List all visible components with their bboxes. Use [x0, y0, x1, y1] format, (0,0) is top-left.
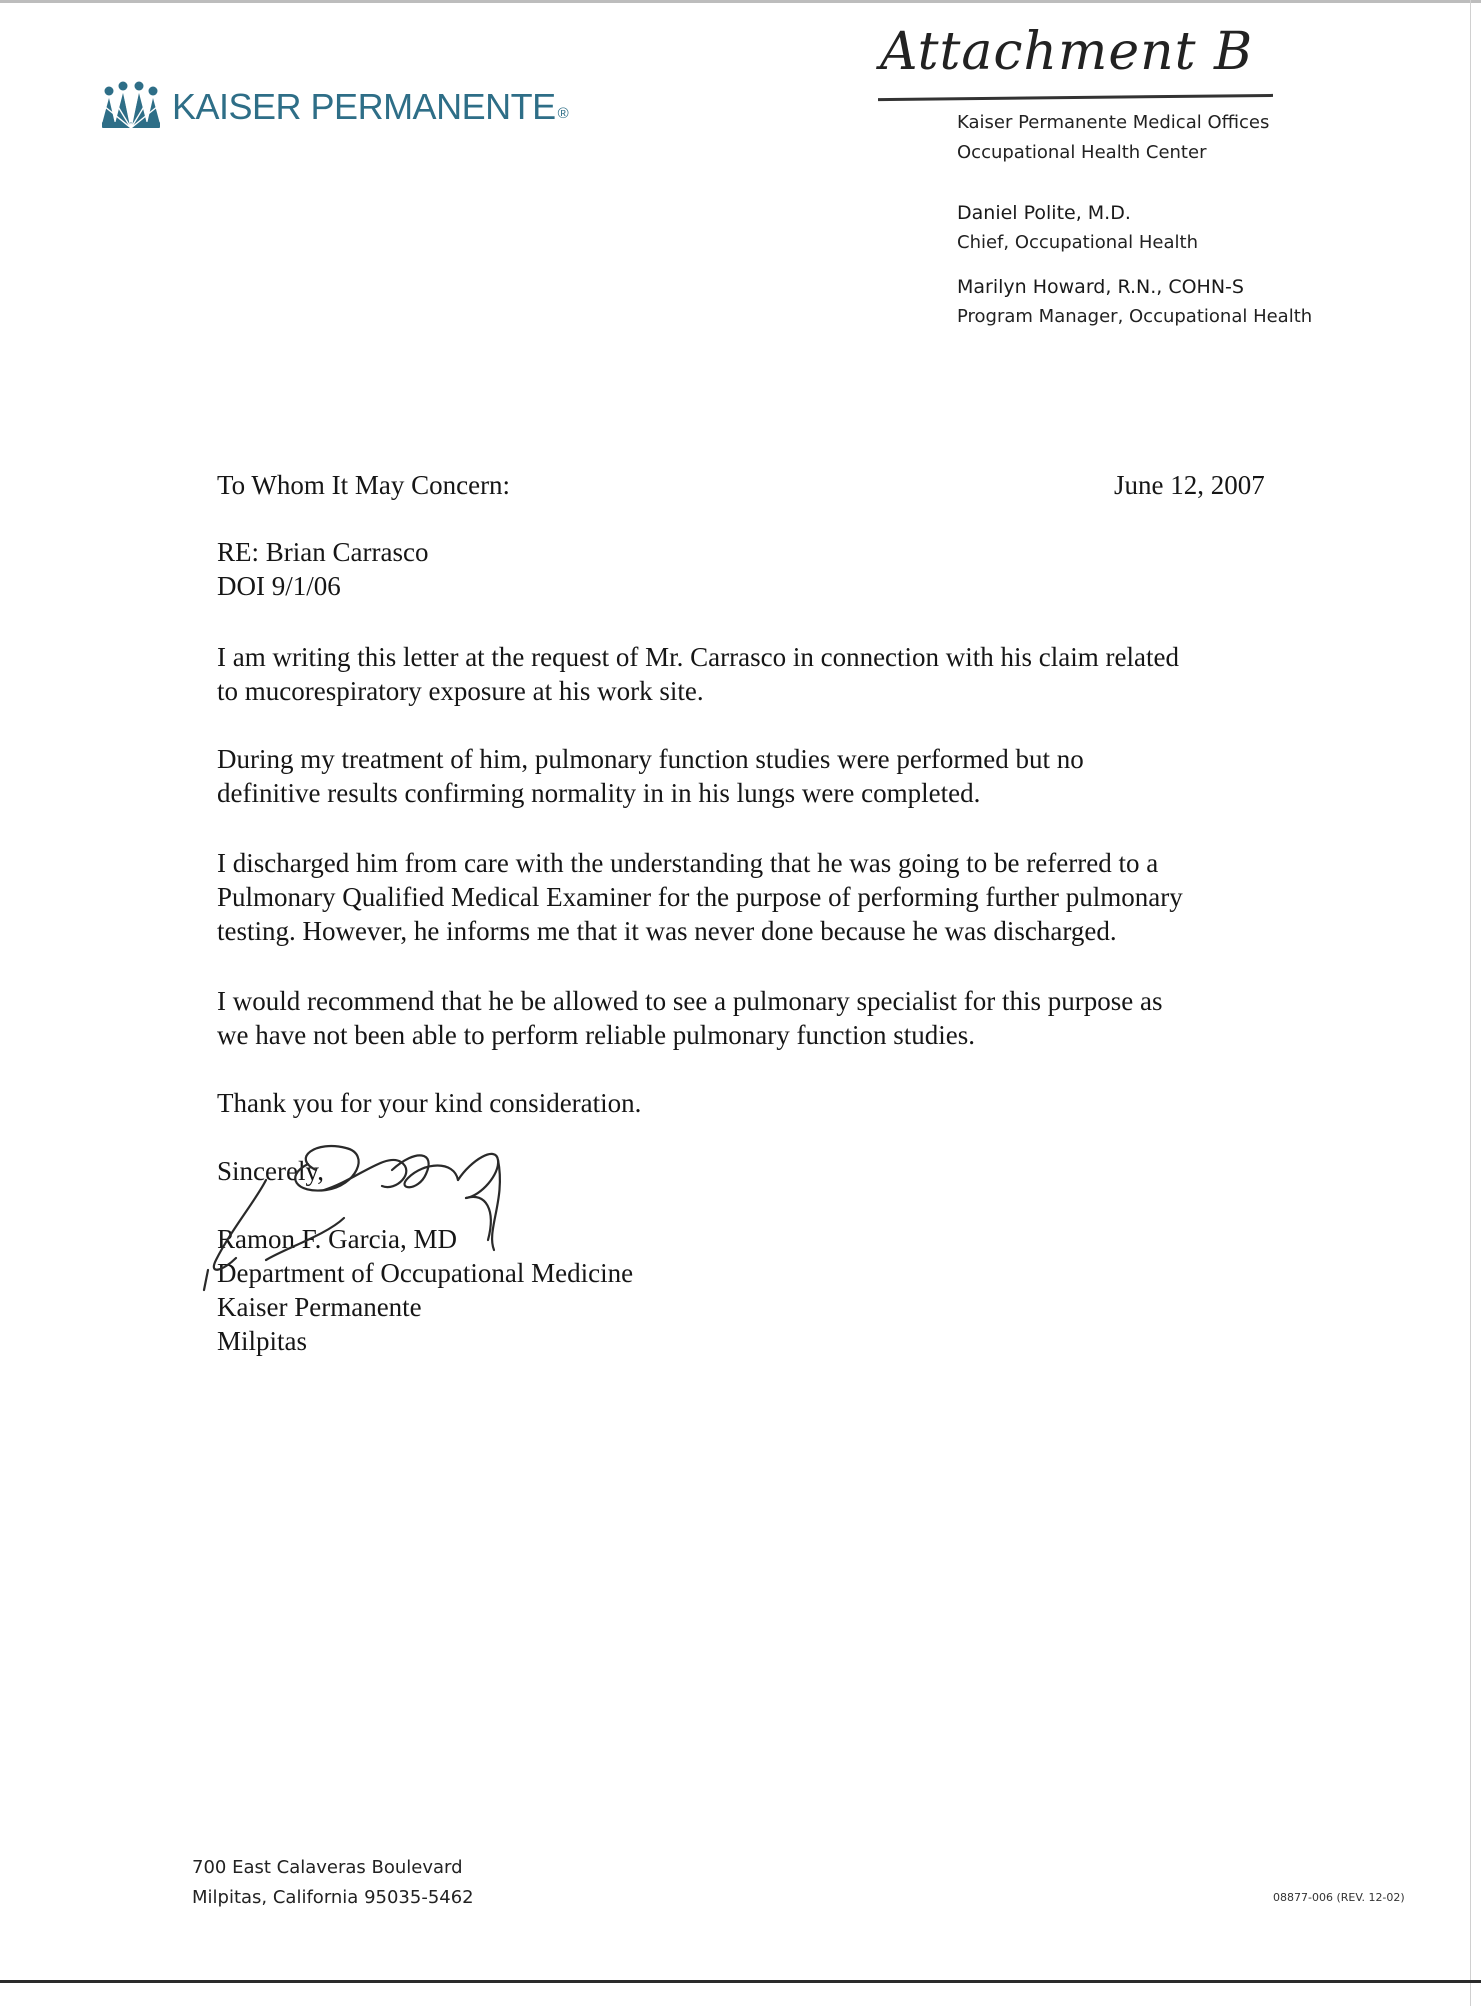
paragraph-3-line-3: testing. However, he informs me that it was never done because he was discharged. — [217, 916, 1117, 946]
paragraph-1-line-2: to mucorespiratory exposure at his work site. — [217, 676, 704, 706]
re-line: RE: Brian Carrasco — [217, 537, 429, 567]
scan-edge-top — [0, 0, 1481, 3]
paragraph-2-line-2: definitive results confirming normality in in his lungs were completed. — [217, 778, 981, 808]
letter-date: June 12, 2007 — [1114, 470, 1265, 500]
footer-address-line-1: 700 East Calaveras Boulevard — [192, 1857, 463, 1878]
form-code: 08877-006 (REV. 12-02) — [1273, 1891, 1405, 1904]
paragraph-4-line-1: I would recommend that he be allowed to see a pulmonary specialist for this purpose as — [217, 986, 1163, 1016]
doi-line: DOI 9/1/06 — [217, 571, 341, 601]
kaiser-people-logo-icon — [100, 80, 162, 132]
closing-thanks: Thank you for your kind consideration. — [217, 1088, 642, 1118]
paragraph-4-line-2: we have not been able to perform reliable pulmonary function studies. — [217, 1020, 976, 1050]
logo-wordmark: KAISER PERMANENTE ® — [172, 86, 569, 127]
registered-mark: ® — [557, 105, 569, 122]
staff-title-2: Program Manager, Occupational Health — [957, 306, 1313, 327]
paragraph-3-line-1: I discharged him from care with the understanding that he was going to be referred to a — [217, 848, 1159, 878]
paragraph-3-line-2: Pulmonary Qualified Medical Examiner for the purpose of performing further pulmonary — [217, 882, 1183, 912]
office-name: Kaiser Permanente Medical Offices — [957, 112, 1270, 133]
office-department: Occupational Health Center — [957, 142, 1207, 163]
signer-department: Department of Occupational Medicine — [217, 1258, 634, 1288]
handwritten-annotation: Attachment B — [880, 22, 1254, 82]
salutation: To Whom It May Concern: — [217, 470, 511, 500]
sign-off: Sincerely, — [217, 1156, 324, 1186]
paragraph-1-line-1: I am writing this letter at the request of Mr. Carrasco in connection with his claim related — [217, 642, 1179, 672]
scan-edge-right — [1470, 0, 1471, 2006]
staff-title-1: Chief, Occupational Health — [957, 232, 1198, 253]
signer-location: Milpitas — [217, 1326, 308, 1356]
handwritten-signature — [196, 1140, 526, 1320]
staff-name-2: Marilyn Howard, R.N., COHN-S — [957, 276, 1244, 298]
footer-address-line-2: Milpitas, California 95035-5462 — [192, 1887, 474, 1908]
signer-name: Ramon F. Garcia, MD — [217, 1224, 458, 1254]
paragraph-2-line-1: During my treatment of him, pulmonary function studies were performed but no — [217, 744, 1084, 774]
handwritten-underline — [878, 94, 1273, 101]
staff-name-1: Daniel Polite, M.D. — [957, 202, 1131, 224]
scan-edge-bottom — [0, 1980, 1481, 1983]
signer-organization: Kaiser Permanente — [217, 1292, 422, 1322]
